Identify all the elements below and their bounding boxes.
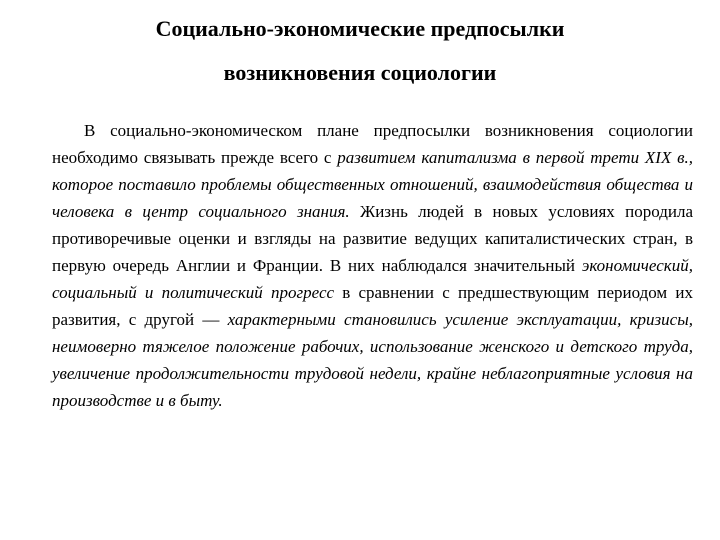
text-run: В социально-экономическом плане предпосылки возникновения социологии необходимо связывать прежде всего с — [52, 121, 693, 167]
slide-title-line-1: Социально-экономические предпосылки — [155, 16, 565, 41]
text-run: Жизнь людей в новых условиях породила противоречивые оценки и взгляды на развитие ведущих капиталистических стран, в первую очередь Англии и Франции. В них наблюдался значительный — [52, 202, 693, 275]
body-paragraph — [52, 117, 693, 414]
text-run-italic: развитием капитализма в первой трети XIX в., которое поставило проблемы общественных отношений, взаимодействия общества и человека в центр социального знания. — [52, 148, 694, 221]
slide-title-line-2: возникновения социологии — [223, 60, 497, 85]
text-run-italic: характерными становились усиление эксплуатации, кризисы, неимоверно тяжелое положение рабочих, использование женского и детского труда, увеличение продолжительности трудовой недели, крайне неблагоприятные условия на производстве и в быту. — [52, 310, 693, 410]
text-run-italic: экономический, социальный и политический прогресс — [52, 256, 693, 302]
text-run: в сравнении с предшествующим периодом их развития, с другой — — [52, 283, 693, 329]
